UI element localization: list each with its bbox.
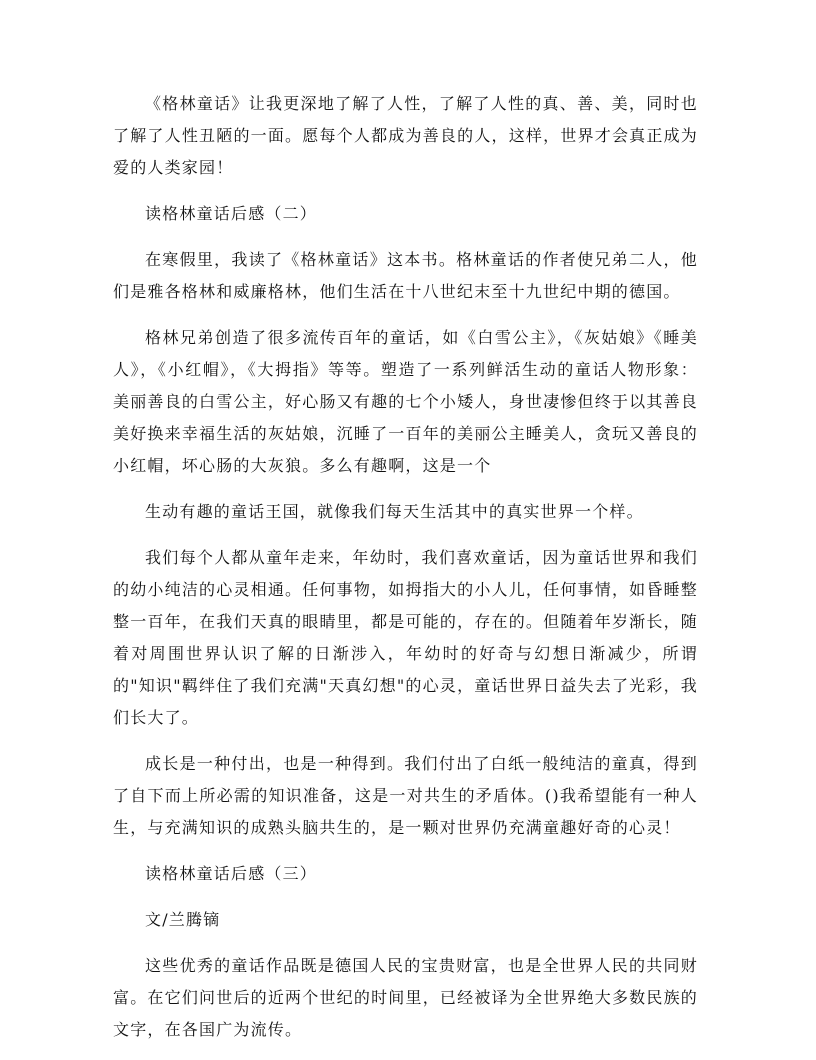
paragraph-legacy: 这些优秀的童话作品既是德国人民的宝贵财富，也是全世界人民的共同财富。在它们问世后的近两个世纪的时间里，已经被译为全世界绝大多数民族的文字，在各国广为流传。 — [113, 956, 698, 1039]
section-heading-two: 读格林童话后感（二） — [145, 204, 318, 223]
paragraph-growth: 成长是一种付出，也是一种得到。我们付出了白纸一般纯洁的童真，得到了自下而上所必需的知识准备，这是一对共生的矛盾体。()我希望能有一种人生，与充满知识的成熟头脑共生的，是一颗对世界仍充满童趣好奇的心灵！ — [113, 754, 698, 837]
document-body — [113, 88, 698, 1060]
paragraph-authors: 在寒假里，我读了《格林童话》这本书。格林童话的作者使兄弟二人，他们是雅各格林和威廉格林，他们生活在十八世纪末至十九世纪中期的德国。 — [113, 250, 698, 301]
paragraph-childhood: 我们每个人都从童年走来，年幼时，我们喜欢童话，因为童话世界和我们的幼小纯洁的心灵相通。任何事物，如拇指大的小人儿，任何事情，如昏睡整整一百年，在我们天真的眼睛里，都是可能的，存在的。但随着年岁渐长，随着对周围世界认识了解的日渐涉入，年幼时的好奇与幻想日渐减少，所谓的"知识"羁绊住了我们充满"天真幻想"的心灵，童话世界日益失去了光彩，我们长大了。 — [113, 548, 698, 727]
paragraph-fairy-kingdom: 生动有趣的童话王国，就像我们每天生活其中的真实世界一个样。 — [145, 502, 644, 521]
section-heading-three: 读格林童话后感（三） — [145, 864, 318, 883]
author-line: 文/兰腾镝 — [145, 910, 221, 929]
paragraph-fairy-tales: 格林兄弟创造了很多流传百年的童话，如《白雪公主》，《灰姑娘》《睡美人》，《小红帽》，《大拇指》等等。塑造了一系列鲜活生动的童话人物形象：美丽善良的白雪公主，好心肠又有趣的七个小矮人，身世凄惨但终于以其善良美好换来幸福生活的灰姑娘，沉睡了一百年的美丽公主睡美人，贪玩又善良的小红帽，坏心肠的大灰狼。多么有趣啊，这是一个 — [113, 328, 698, 475]
paragraph-intro: 《格林童话》让我更深地了解了人性，了解了人性的真、善、美，同时也了解了人性丑陋的一面。愿每个人都成为善良的人，这样，世界才会真正成为爱的人类家园！ — [113, 94, 698, 177]
